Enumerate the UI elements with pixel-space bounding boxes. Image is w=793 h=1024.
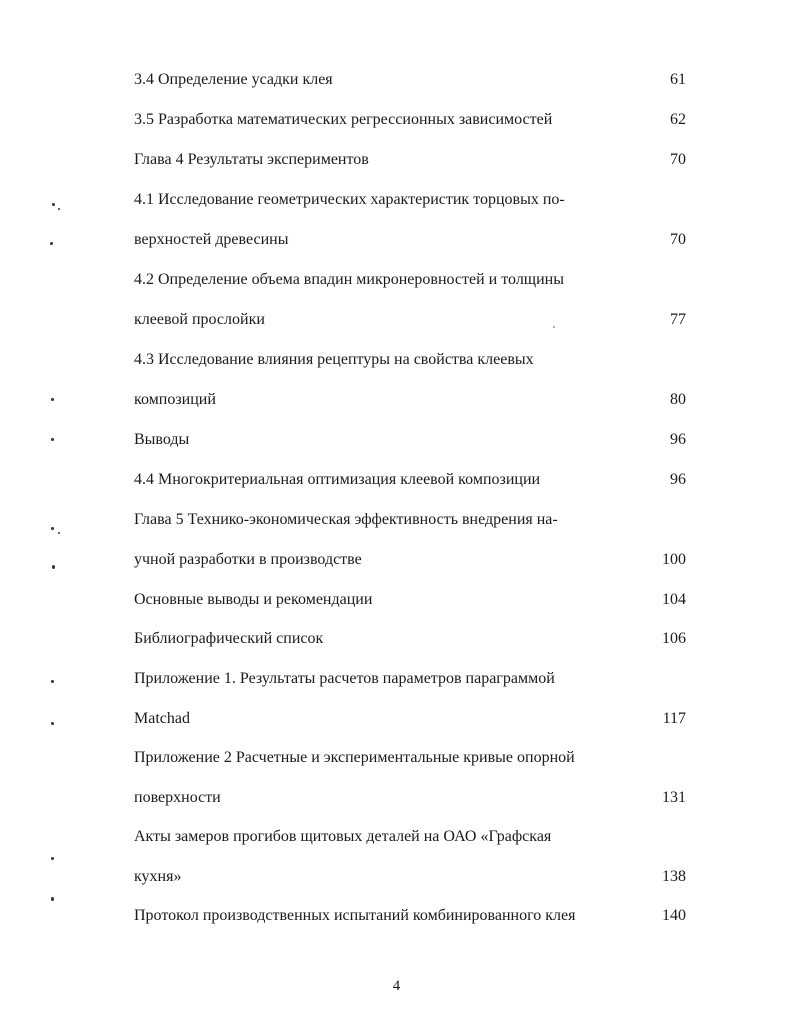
toc-entry — [134, 468, 686, 492]
toc-entry-page: 100 — [662, 551, 686, 568]
scan-speck — [51, 897, 54, 901]
toc-entry-page: 106 — [662, 630, 686, 647]
toc-entry-page: 96 — [670, 471, 686, 488]
scan-speck — [51, 680, 54, 683]
toc-entry — [134, 865, 686, 889]
toc-entry-title: 4.1 Исследование геометрических характеристик торцовых по- — [134, 191, 565, 208]
toc-entry-title: 4.4 Многокритериальная оптимизация клеевой композиции — [134, 471, 541, 488]
toc-entry-title: Протокол производственных испытаний комбинированного клея — [134, 907, 576, 924]
scan-speck — [58, 532, 60, 534]
toc-entry — [134, 707, 686, 731]
toc-entry-title: Глава 4 Результаты экспериментов — [134, 151, 369, 168]
toc-entry-page: 62 — [670, 111, 686, 128]
toc-entry-page: 138 — [662, 868, 686, 885]
toc-entry-title: 3.5 Разработка математических регрессионных зависимостей — [134, 111, 553, 128]
toc-entry — [134, 148, 686, 172]
scan-speck — [52, 565, 55, 569]
toc-entry — [134, 108, 686, 132]
scan-speck — [50, 242, 53, 245]
toc-entry — [134, 308, 686, 332]
toc-entry-page: 117 — [662, 710, 686, 727]
toc-entry-title: Основные выводы и рекомендации — [134, 591, 373, 608]
toc-entry — [134, 348, 686, 372]
toc-entry-title: 4.2 Определение объема впадин микронеровностей и толщины — [134, 271, 564, 288]
toc-entry — [134, 68, 686, 92]
toc-entry — [134, 268, 686, 292]
scan-speck — [553, 326, 555, 328]
toc-entry-page: 131 — [662, 789, 686, 806]
toc-entry — [134, 188, 686, 212]
toc-entry — [134, 786, 686, 810]
toc-entry-title: Библиографический список — [134, 630, 324, 647]
toc-entry-title: Глава 5 Технико-экономическая эффективность внедрения на- — [134, 511, 558, 528]
toc-entry-page: 70 — [670, 151, 686, 168]
toc-entry-title: Matchad — [134, 710, 190, 727]
toc-entry-page: 77 — [670, 311, 686, 328]
toc-entry-title: Выводы — [134, 431, 190, 448]
scan-speck — [58, 208, 60, 210]
toc-entry — [134, 627, 686, 651]
scan-speck — [51, 398, 54, 401]
toc-entry-title: клеевой прослойки — [134, 311, 265, 328]
toc-entry-page: 61 — [670, 71, 686, 88]
scan-speck — [51, 438, 54, 441]
toc-entry — [134, 588, 686, 612]
toc-entry-page: 140 — [662, 907, 686, 924]
toc-entry — [134, 388, 686, 412]
toc-entry-title: композиций — [134, 391, 216, 408]
toc-entry — [134, 667, 686, 691]
toc-entry-title: поверхности — [134, 789, 221, 806]
scan-speck — [52, 203, 55, 206]
toc-entry-title: Приложение 2 Расчетные и экспериментальные кривые опорной — [134, 749, 575, 766]
toc-entry — [134, 825, 686, 849]
toc-entry-title: Приложение 1. Результаты расчетов параметров параграммой — [134, 670, 555, 687]
toc-entry-page: 70 — [670, 231, 686, 248]
toc-entry — [134, 428, 686, 452]
page-number: 4 — [392, 978, 401, 994]
toc-entry-page: 96 — [670, 431, 686, 448]
toc-entry-page: 80 — [670, 391, 686, 408]
toc-entry — [134, 508, 686, 532]
toc-entry-title: кухня» — [134, 868, 182, 885]
toc-entry-title: 4.3 Исследование влияния рецептуры на свойства клеевых — [134, 351, 534, 368]
scan-speck — [51, 527, 54, 530]
toc-entry-title: верхностей древесины — [134, 231, 289, 248]
toc-entry — [134, 904, 686, 928]
toc-entry-title: учной разработки в производстве — [134, 551, 362, 568]
toc-entry-title: 3.4 Определение усадки клея — [134, 71, 333, 88]
toc-entry — [134, 746, 686, 770]
scan-speck — [51, 722, 54, 725]
toc-entry — [134, 228, 686, 252]
toc-entry — [134, 548, 686, 572]
toc-entry-title: Акты замеров прогибов щитовых деталей на ОАО «Графская — [134, 828, 552, 845]
scan-speck — [51, 857, 54, 860]
toc-entry-page: 104 — [662, 591, 686, 608]
